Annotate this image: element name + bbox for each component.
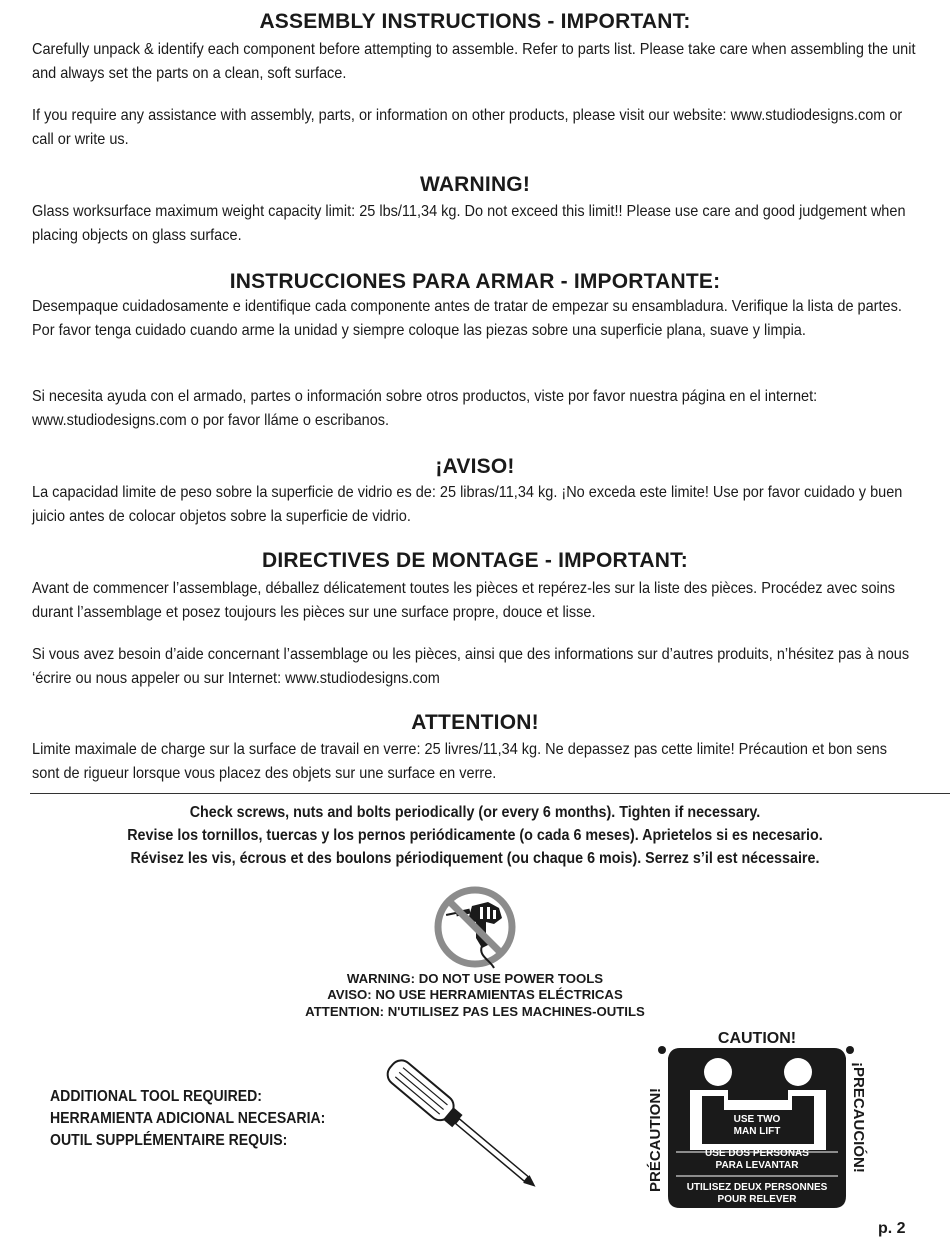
section-title-warning-fr: ATTENTION! (411, 711, 539, 734)
power-tools-warning-en: WARNING: DO NOT USE POWER TOOLS (346, 971, 604, 986)
caution-es-line2: PARA LEVANTAR (715, 1160, 799, 1171)
section-title-assembly-es: INSTRUCCIONES PARA ARMAR - IMPORTANTE: (229, 270, 721, 293)
additional-tool-label (50, 1086, 325, 1152)
paragraph-assembly-es-1: Desempaque cuidadosamente e identifique cada componente antes de tratar de empezar su ensambladura. Verifique la lista de partes. Por favor tenga cuidado cuando arme la unidad y siempre coloque las piezas sobre una superficie plana, suave y limpia. (32, 298, 902, 339)
caution-fr-line1: UTILISEZ DEUX PERSONNES (686, 1182, 828, 1193)
section-title-assembly-fr: DIRECTIVES DE MONTAGE - IMPORTANT: (261, 549, 689, 572)
caution-en-line1: USE TWO (733, 1114, 781, 1125)
label-dot-right (846, 1046, 854, 1054)
section-title-warning-es: ¡AVISO! (435, 455, 515, 478)
maintenance-note-fr: Révisez les vis, écrous et des boulons périodiquement (ou chaque 6 mois). Serrez s’il est nécessaire. (130, 850, 820, 867)
two-person-lift-caution-label (640, 1026, 874, 1212)
paragraph-assembly-en-1: Carefully unpack & identify each component before attempting to assemble. Refer to parts list. Please take care when assembling the unit and always set the parts on a clean, soft surface. (32, 41, 916, 82)
paragraph-assembly-fr-1: Avant de commencer l’assemblage, déballez délicatement toutes les pièces et repérez-les sur la liste des pièces. Procédez avec soins durant l’assemblage et posez toujours les pièces sur une surface propre, douce et lisse. (32, 580, 896, 621)
caution-side-es: ¡PRECAUCIÓN! (850, 1062, 867, 1173)
paragraph-assembly-es-2: Si necesita ayuda con el armado, partes o información sobre otros productos, viste por favor nuestra página en el internet: www.studiodesigns.com o por favor lláme o escribanos. (32, 388, 818, 429)
caution-title: CAUTION! (717, 1030, 797, 1047)
paragraph-assembly-en-2: If you require any assistance with assembly, parts, or information on other products, please visit our website: www.studiodesigns.com or call or write us. (32, 107, 903, 148)
caution-en-line2: MAN LIFT (733, 1126, 781, 1137)
maintenance-note-en: Check screws, nuts and bolts periodically (or every 6 months). Tighten if necessary. (189, 804, 761, 821)
power-tools-warning-fr: ATTENTION: N'UTILISEZ PAS LES MACHINES-OUTILS (305, 1004, 645, 1019)
paragraph-assembly-fr-2: Si vous avez besoin d’aide concernant l’assemblage ou les pièces, ainsi que des informations sur d’autres produits, n’hésitez pas à nous ‘écrire ou nous appeler ou sur Internet: www.studiodesigns.com (32, 646, 910, 687)
paragraph-warning-fr: Limite maximale de charge sur la surface de travail en verre: 25 livres/11,34 kg. Ne depassez pas cette limite! Précaution et bon sens sont de rigueur lorsque vous placez des objets sur une surface en verre. (32, 741, 887, 782)
paragraph-warning-es: La capacidad limite de peso sobre la superficie de vidrio es de: 25 libras/11,34 kg. ¡No exceda este limite! Use por favor cuidado y buen juicio antes de colocar objetos sobre la superficie de vidrio. (32, 484, 903, 525)
maintenance-note-es: Revise los tornillos, tuercas y los pernos periódicamente (o cada 6 meses). Aprietelos si es necesario. (127, 827, 823, 844)
section-title-assembly-en: ASSEMBLY INSTRUCTIONS - IMPORTANT: (259, 10, 691, 33)
person-head-left (704, 1058, 732, 1086)
section-title-warning-en: WARNING! (419, 173, 531, 196)
page-number: p. 2 (878, 1220, 906, 1237)
additional-tool-fr: OUTIL SUPPLÉMENTAIRE REQUIS: (50, 1132, 288, 1149)
caution-fr-line2: POUR RELEVER (717, 1194, 797, 1205)
power-tools-warning-es: AVISO: NO USE HERRAMIENTAS ELÉCTRICAS (327, 987, 623, 1002)
caution-side-fr: PRÉCAUTION! (647, 1087, 664, 1192)
paragraph-warning-en: Glass worksurface maximum weight capacity limit: 25 lbs/11,34 kg. Do not exceed this limit!! Please use care and good judgement when placing objects on glass surface. (32, 203, 906, 244)
label-dot-left (658, 1046, 666, 1054)
divider (30, 793, 950, 794)
person-head-right (784, 1058, 812, 1086)
no-power-tools-icon (432, 884, 518, 970)
additional-tool-es: HERRAMIENTA ADICIONAL NECESARIA: (50, 1110, 326, 1127)
caution-es-line1: USE DOS PERSONAS (705, 1148, 809, 1159)
screwdriver-icon (372, 1050, 552, 1200)
additional-tool-en: ADDITIONAL TOOL REQUIRED: (50, 1088, 262, 1105)
